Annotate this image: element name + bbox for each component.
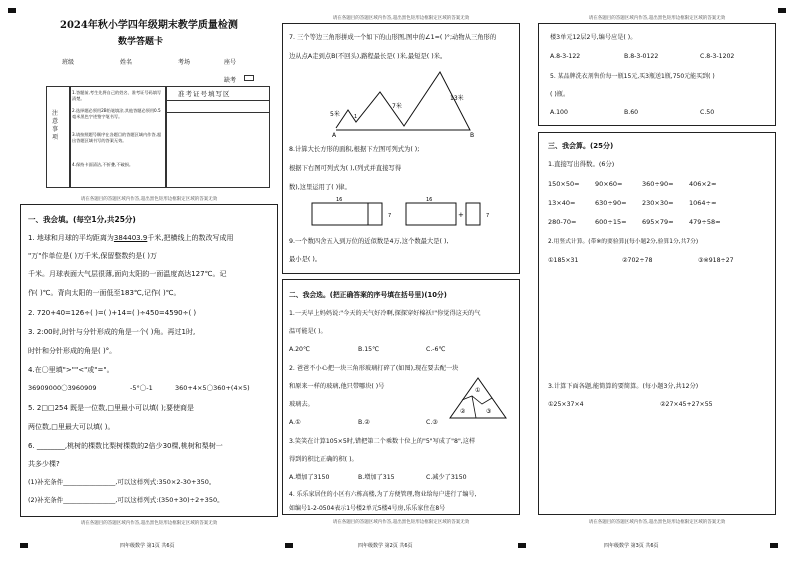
right-label-16: 16: [426, 197, 433, 203]
label-angle-1: 1: [354, 114, 358, 120]
s4-line1: 4. 乐乐家居住的小区有六栋高楼,为了方便管理,物业给每户进行了编号,: [289, 491, 477, 498]
direct-row-3: [548, 218, 736, 226]
s2-opt-c[interactable]: C.③: [426, 419, 438, 426]
page3-answer-panel-2: [538, 132, 776, 515]
q6-line1: 6. ________,桃树的棵数比梨树棵数的2倍少30棵,桃树和梨树一: [28, 442, 223, 450]
q1-line4: 作( )℃。背向太阳的一面低至183℃,记作( )℃。: [28, 289, 181, 297]
s4-opt-c[interactable]: C.8-3-1202: [700, 53, 735, 60]
q7-line2: 边从点A走到点B(不回头),路程最长是( )米,最短是( )米。: [289, 53, 447, 60]
q9-line2: 最小是( )。: [289, 256, 322, 263]
q8-line2: 根据下右图可列式为( ),(列式并直接写得: [289, 165, 402, 172]
q4-line1: 4.在〇里填">""<"或"="。: [28, 366, 114, 374]
glass-crack-2: [472, 396, 476, 418]
piece-3: ③: [486, 408, 492, 415]
left-label-16: 16: [336, 197, 343, 203]
notes-line-1: 1.答题前,考生先将自己的姓名、准考证号码填写清楚。: [72, 90, 162, 101]
s5-line1: 5. 某品牌洗衣剂售价每一瓶15元,买3瓶送1瓶,750元能买到( ): [550, 73, 715, 80]
direct-row-2: [548, 199, 736, 207]
label-a: A: [332, 132, 337, 138]
q8-line1: 8.计算大长方形的面积,根据下左图可列式为( );: [289, 146, 420, 153]
q5-line2: 两位数,□里最大可以填( )。: [28, 423, 115, 431]
s5-opt-b[interactable]: B.60: [624, 109, 639, 116]
right-rect-b: [466, 203, 480, 225]
direct-cell: 1064÷≈: [689, 199, 717, 207]
q1-line1: [28, 234, 234, 243]
s3-line2: 得到的积比正确的积( )。: [289, 456, 358, 463]
exam-id-cells: [166, 100, 270, 101]
s2-opt-a[interactable]: A.①: [289, 419, 301, 426]
calc-2: ②27×45+27×55: [660, 401, 713, 408]
plus-sign: +: [458, 211, 464, 219]
s5-line2: ( )瓶。: [550, 91, 570, 98]
q1-text-a: 1. 地球和月球的平均距离为: [28, 234, 114, 242]
scan-mark-bm2: [518, 543, 526, 548]
sec2-title: 二、我会选。(把正确答案的序号填在括号里)(10分): [289, 291, 447, 299]
s2-opt-b[interactable]: B.②: [358, 419, 370, 426]
s3-opt-b[interactable]: B.增加了315: [358, 474, 395, 481]
direct-cell: 360÷90=: [642, 180, 674, 188]
s3-opt-a[interactable]: A.增加了3150: [289, 474, 330, 481]
exam-id-cells-row: [166, 112, 270, 113]
q2-line1: 2. 720+40=126÷( )=( )+14=( )÷450=4590÷( ): [28, 309, 197, 317]
vert-3: ③※918÷27: [698, 257, 734, 264]
absent-checkbox[interactable]: [244, 75, 254, 81]
piece-2: ②: [460, 408, 466, 415]
exam-id-grid[interactable]: [166, 86, 270, 188]
rectangle-figure: [300, 195, 510, 229]
direct-cell: 280-70=: [548, 218, 577, 226]
page3-warn-top: 请在各题目的答题区域内作答,超出黑色矩形边框限定区域的答案无效: [588, 16, 726, 21]
scan-mark-br: [770, 543, 778, 548]
calc-1: ①25×37×4: [548, 401, 584, 408]
q7-line1: 7. 三个等边三角形拼成一个如下的山形图,图中的∠1=( )°;动物从三角形的: [289, 34, 497, 41]
piece-1: ①: [475, 387, 481, 394]
page1-subtitle: 数学答题卡: [118, 37, 164, 47]
glass-outline: [450, 378, 506, 418]
q1-text-b: 千米,把横线上的数改写成用: [147, 234, 234, 242]
q1-line2: "万"作单位是( )万千米,保留整数约是( )万: [28, 252, 158, 260]
q8-line3: 数),这里运用了( )律。: [289, 184, 351, 191]
field-name[interactable]: 姓名: [120, 59, 133, 66]
left-label-7: 7: [388, 213, 392, 219]
c2-title: 2.用竖式计算。(带※的要验算)(每小题2分,验算1分,共7分): [548, 239, 699, 245]
field-class[interactable]: 班级: [62, 59, 75, 66]
s1-line2: 温可能是( )。: [289, 328, 327, 335]
direct-cell: 150×50=: [548, 180, 580, 188]
label-5m: 5米: [330, 111, 340, 118]
notes-line-2: 2.选择题必须用2B铅笔填涂,其他答题必须用0.5毫米黑色字迹签字笔书写。: [72, 108, 161, 119]
glass-crack-1: [462, 396, 492, 404]
page1-title: 2024年秋小学四年级期末教学质量检测: [60, 20, 238, 31]
s2-line3: 玻璃去。: [289, 401, 314, 408]
scan-mark-tl: [8, 8, 16, 13]
field-room[interactable]: 考场: [178, 59, 191, 66]
field-seat[interactable]: 座号: [224, 59, 237, 66]
s1-opt-b[interactable]: B.15℃: [358, 346, 380, 353]
s5-opt-a[interactable]: A.100: [550, 109, 568, 116]
direct-cell: 630÷90=: [595, 199, 627, 207]
mountain-figure: [330, 66, 480, 138]
page3-footer: 四年级数学 第3页 共6页: [604, 543, 659, 549]
label-b: B: [470, 132, 475, 138]
notes-line-4: 4.保持卡面清洁,不折叠,不破损。: [72, 162, 134, 167]
s4-line3: 楼3单元12层2号,编号应是( )。: [550, 34, 637, 41]
page2-warn-bottom: 请在各题目的答题区域内作答,超出黑色矩形边框限定区域的答案无效: [332, 520, 470, 525]
direct-cell: 695×79≈: [642, 218, 674, 226]
label-7m: 7米: [392, 103, 402, 110]
notes-line-3: 3.请按照题号顺序在各题目的答题区域内作答,超出答题区域书写的答案无效。: [72, 132, 162, 143]
s3-line1: 3.笑笑在计算105×5时,错把第二个乘数十位上的"5"写成了"8",这样: [289, 438, 476, 445]
s2-line2: 和原来一样的玻璃,他只带哪块( )号: [289, 383, 385, 390]
page2-footer: 四年级数学 第2页 共6页: [358, 543, 413, 549]
right-label-7: 7: [486, 213, 490, 219]
scan-mark-tr: [778, 8, 786, 13]
scan-mark-bl: [20, 543, 28, 548]
q6-line2: 共多少棵?: [28, 460, 60, 468]
s4-opt-a[interactable]: A.8-3-122: [550, 53, 581, 60]
sec1-title: 一、我会填。(每空1分,共25分): [28, 215, 136, 224]
q1-number: 384403.9: [113, 234, 148, 242]
q3-line1: 3. 2:00时,时针与分针形成的角是一个( )角。再过1时,: [28, 328, 196, 336]
vert-1: ①185×31: [548, 257, 579, 264]
direct-row-1: [548, 180, 736, 188]
direct-cell: 600÷15=: [595, 218, 627, 226]
s5-opt-c[interactable]: C.50: [700, 109, 715, 116]
left-rect-a: [312, 203, 368, 225]
right-rect-a: [406, 203, 456, 225]
c3-title: 3.计算下面各题,能简算的要简算。(每小题3分,共12分): [548, 383, 699, 390]
q4-item-3: 360+4×5〇360+(4×5): [175, 384, 250, 392]
s1-opt-a[interactable]: A.20℃: [289, 346, 310, 353]
s2-line1: 2. 爸爸不小心把一块三角形玻璃打碎了(如图),现在要去配一块: [289, 365, 459, 372]
notes-label: 注意事项: [52, 110, 59, 141]
direct-cell: 406×2≈: [689, 180, 717, 188]
c1-title: 1.直接写出得数。(6分): [548, 160, 615, 168]
q6-line4: (2)补充条件________________,可以这样列式:(350+30)÷2+350。: [28, 496, 224, 504]
exam-id-label: 准考证号填写区: [178, 90, 231, 98]
q6-line3: (1)补充条件________________,可以这样列式:350×2-30+350。: [28, 478, 216, 486]
q4-item-2: -5°〇-1: [130, 384, 153, 392]
q1-line3: 千米。月球表面大气层很薄,面向太阳的一面温度高达127℃。记: [28, 270, 227, 278]
page1-warn-bottom: 请在各题目的答题区域内作答,超出黑色矩形边框限定区域的答案无效: [80, 521, 218, 526]
label-13m: 13米: [450, 95, 464, 102]
page3-warn-bottom: 请在各题目的答题区域内作答,超出黑色矩形边框限定区域的答案无效: [588, 520, 726, 525]
direct-cell: 230×30=: [642, 199, 674, 207]
s1-line1: 1.一天早上妈妈说:"今天的天气好冷啊,探探穿好棉袄!"你觉得这天的气: [289, 310, 481, 317]
s4-line2: 如编号1-2-0504表示1号楼2单元5楼4号房,乐乐家住在8号: [289, 505, 446, 512]
direct-cell: 479÷58≈: [689, 218, 721, 226]
q3-line2: 时针和分针形成的角是( )°。: [28, 347, 117, 355]
scan-mark-bm: [285, 543, 293, 548]
absent-label: 缺考: [224, 77, 237, 84]
page1-answer-panel: [20, 204, 278, 517]
s1-opt-c[interactable]: C.-6℃: [426, 346, 446, 353]
s4-opt-b[interactable]: B.8-3-0122: [624, 53, 659, 60]
q4-item-1: 36909000〇3960909: [28, 384, 97, 392]
s3-opt-c[interactable]: C.减少了3150: [426, 474, 467, 481]
left-rect-b: [368, 203, 382, 225]
page1-warn-top: 请在各题目的答题区域内作答,超出黑色矩形边框限定区域的答案无效: [80, 197, 218, 202]
direct-cell: 13×40=: [548, 199, 576, 207]
direct-cell: 90×60=: [595, 180, 623, 188]
sec3-title: 三、我会算。(25分): [548, 142, 614, 150]
broken-glass-figure: [448, 376, 508, 420]
page1-footer: 四年级数学 第1页 共6页: [120, 543, 175, 549]
q9-line1: 9.一个数四舍五入到万位的近似数是4万,这个数最大是( ),: [289, 238, 449, 245]
page2-warn-top: 请在各题目的答题区域内作答,超出黑色矩形边框限定区域的答案无效: [332, 16, 470, 21]
vert-2: ②702÷78: [622, 257, 653, 264]
q5-line1: 5. 2□□254 既是一位数,□里最小可以填( );要使商是: [28, 404, 195, 412]
